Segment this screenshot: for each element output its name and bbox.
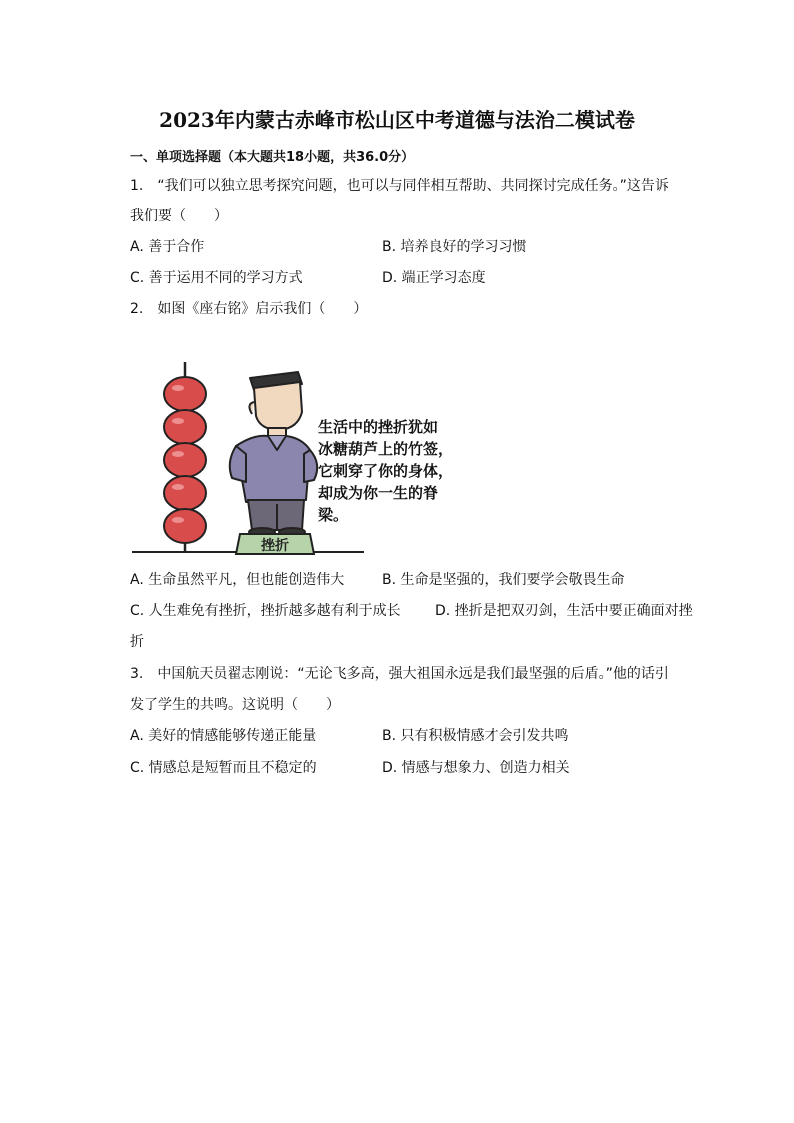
question-2-option-d[interactable]: D. 挫折是把双刃剑，生活中要正确面对挫	[435, 603, 693, 619]
question-1-option-c[interactable]: C. 善于运用不同的学习方式	[130, 270, 303, 286]
section-heading: 一、单项选择题（本大题共18小题，共36.0分）	[130, 150, 415, 165]
caption-line-5: 梁。	[318, 506, 349, 524]
question-2-option-d-cont: 折	[130, 634, 144, 650]
page-title: 2023年内蒙古赤峰市松山区中考道德与法治二模试卷	[159, 108, 635, 132]
question-3-option-d[interactable]: D. 情感与想象力、创造力相关	[382, 760, 570, 776]
caption-line-3: 它刺穿了你的身体，	[318, 462, 454, 480]
question-3-stem-cont: 发了学生的共鸣。这说明（ ）	[130, 697, 340, 713]
question-1-stem: 1. “我们可以独立思考探究问题，也可以与同伴相互帮助、共同探讨完成任务。”这告诉	[130, 178, 669, 194]
man-figure	[230, 372, 317, 536]
question-1-option-a[interactable]: A. 善于合作	[130, 239, 205, 255]
question-2-option-c[interactable]: C. 人生难免有挫折，挫折越多越有利于成长	[130, 603, 401, 619]
motto-cartoon	[128, 354, 468, 560]
caption-line-4: 却成为你一生的脊	[318, 484, 439, 502]
caption-line-2: 冰糖葫芦上的竹签，	[318, 440, 454, 458]
question-1-stem-cont: 我们要（ ）	[130, 208, 228, 224]
question-3-option-a[interactable]: A. 美好的情感能够传递正能量	[130, 728, 317, 744]
question-3-stem: 3. 中国航天员翟志刚说：“无论飞多高，强大祖国永远是我们最坚强的后盾。”他的话引	[130, 666, 669, 682]
caption-line-1: 生活中的挫折犹如	[318, 418, 439, 436]
setback-box	[236, 534, 314, 554]
question-2-stem: 2. 如图《座右铭》启示我们（ ）	[130, 301, 368, 317]
question-3-option-b[interactable]: B. 只有积极情感才会引发共鸣	[382, 728, 569, 744]
setback-box-label: 挫折	[261, 538, 289, 554]
question-3-option-c[interactable]: C. 情感总是短暂而且不稳定的	[130, 760, 317, 776]
question-2-option-b[interactable]: B. 生命是坚强的，我们要学会敬畏生命	[382, 572, 625, 588]
motto-caption	[318, 418, 453, 524]
question-1-option-b[interactable]: B. 培养良好的学习习惯	[382, 239, 527, 255]
question-1-option-d[interactable]: D. 端正学习态度	[382, 270, 486, 286]
candied-haws	[164, 377, 206, 543]
question-2-option-a[interactable]: A. 生命虽然平凡，但也能创造伟大	[130, 572, 345, 588]
